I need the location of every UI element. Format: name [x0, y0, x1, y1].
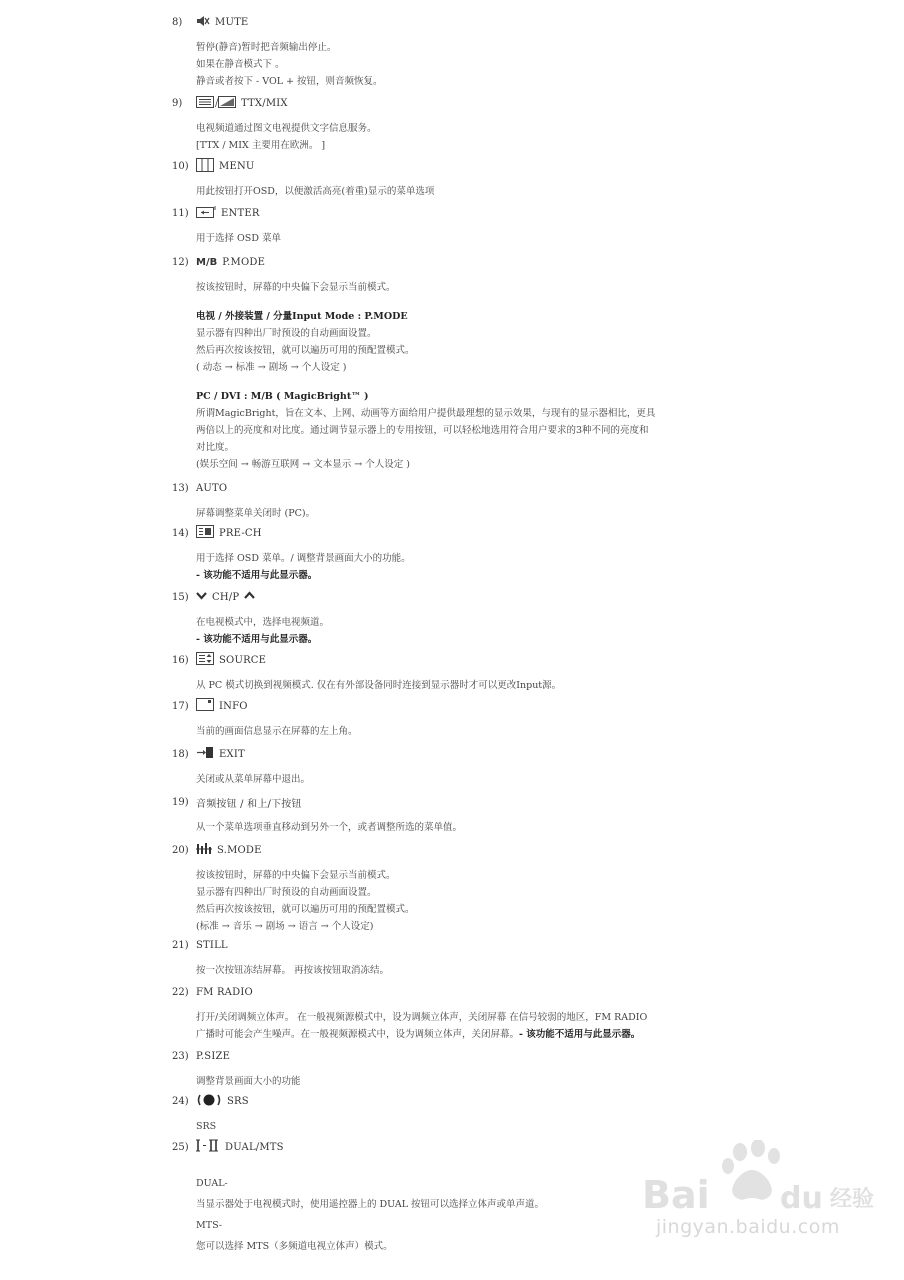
item-number: 11) [172, 207, 189, 219]
item-title: MUTE [215, 16, 249, 28]
watermark-url: jingyan.baidu.com [656, 1216, 840, 1238]
item-number: 19) [172, 796, 189, 808]
item-fm-radio [172, 984, 772, 1043]
item-number: 16) [172, 654, 189, 666]
item-number: 12) [172, 256, 189, 268]
note-line: - 该功能不适用与此显示器。 [519, 1029, 641, 1040]
desc-line: 电视频道通过图文电视提供文字信息服务。 [196, 123, 377, 134]
item-dual-mts [172, 1139, 692, 1257]
item-number: 20) [172, 844, 189, 856]
desc-line: 然后再次按该按钮，就可以遍历可用的预配置模式。 [196, 904, 415, 915]
item-number: 13) [172, 482, 189, 494]
desc-line: 然后再次按该按钮，就可以遍历可用的预配置模式。 [196, 345, 415, 356]
menu-icon [196, 158, 214, 175]
svg-text:Bai: Bai [642, 1173, 710, 1217]
desc-line: 从一个菜单选项垂直移动到另外一个，或者调整所选的菜单值。 [196, 822, 463, 833]
item-description [196, 867, 692, 935]
item-description [196, 1009, 772, 1043]
sound-mode-icon [196, 843, 212, 858]
item-description [196, 505, 692, 522]
item-description [196, 677, 692, 694]
item-title: STILL [196, 939, 228, 951]
desc-line: 对比度。 [196, 442, 235, 453]
desc-line: 在电视模式中，选择电视频道。 [196, 617, 330, 628]
desc-line: 按一次按钮冻结屏幕。 再按该按钮取消冻结。 [196, 965, 390, 976]
item-title: PRE-CH [219, 527, 262, 539]
item-mute [172, 14, 692, 90]
desc-line: 打开/关闭调频立体声。 在一般视频源模式中，设为调频立体声，关闭屏幕 在信号较弱的地区，FM RADIO [196, 1012, 648, 1023]
item-number: 24) [172, 1095, 189, 1107]
svg-text:du: du [780, 1181, 823, 1216]
item-number: 15) [172, 591, 189, 603]
desc-line: 您可以选择 MTS（多频道电视立体声）模式。 [196, 1241, 393, 1252]
item-description [196, 962, 692, 979]
section-heading: PC / DVI : M/B ( MagicBright™ ) [196, 391, 369, 402]
item-description [196, 550, 692, 584]
dual-label: DUAL- [196, 1178, 228, 1189]
exit-icon [196, 746, 214, 762]
mb-icon: M/B [196, 256, 218, 268]
item-description [196, 39, 692, 90]
item-p-mode [172, 254, 692, 473]
pre-ch-icon [196, 525, 214, 541]
desc-line-text: 广播时可能会产生噪声。在一般视频源模式中，设为调频立体声，关闭屏幕。 [196, 1029, 520, 1040]
item-description [196, 1173, 692, 1257]
item-title: P.MODE [222, 256, 266, 268]
desc-line: 屏幕调整菜单关闭时 (PC)。 [196, 508, 316, 519]
mute-speaker-icon [196, 15, 210, 30]
desc-line: ( 动态 → 标准 → 剧场 → 个人设定 ) [196, 362, 347, 373]
item-exit [172, 746, 692, 788]
desc-line: SRS [196, 1121, 217, 1132]
item-pre-ch [172, 525, 692, 584]
item-description [196, 1073, 692, 1090]
item-menu [172, 158, 692, 200]
item-title: DUAL/MTS [225, 1141, 284, 1153]
item-number: 23) [172, 1050, 189, 1062]
desc-line: (标准 → 音乐 → 剧场 → 语言 → 个人设定) [196, 921, 374, 932]
item-number: 25) [172, 1141, 189, 1153]
item-number: 21) [172, 939, 189, 951]
teletext-icon [196, 96, 236, 111]
item-title: S.MODE [217, 844, 262, 856]
desc-line: [TTX / MIX 主要用在欧洲。 ] [196, 140, 326, 151]
item-description [196, 771, 692, 788]
desc-line: 调整背景画面大小的功能 [196, 1076, 301, 1087]
desc-line: 按该按钮时，屏幕的中央偏下会显示当前模式。 [196, 870, 396, 881]
desc-line: 用于选择 OSD 菜单。/ 调整背景画面大小的功能。 [196, 553, 411, 564]
desc-line: 当前的画面信息显示在屏幕的左上角。 [196, 726, 358, 737]
desc-line: 从 PC 模式切换到视频模式. 仅在有外部设备同时连接到显示器时才可以更改Input源。 [196, 680, 562, 691]
item-number: 18) [172, 748, 189, 760]
section-heading: 电视 / 外接装置 / 分量Input Mode : P.MODE [196, 311, 408, 322]
item-title: ENTER [221, 207, 260, 219]
baidu-jingyan-watermark [640, 1140, 880, 1250]
item-srs [172, 1093, 692, 1135]
item-description [196, 819, 692, 836]
item-description [196, 723, 692, 740]
item-description [196, 183, 692, 200]
desc-line: 当显示器处于电视模式时，使用遥控器上的 DUAL 按钮可以选择立体声或单声道。 [196, 1199, 545, 1210]
srs-icon [196, 1093, 222, 1110]
item-audio-updown [172, 794, 692, 836]
desc-line: 两倍以上的亮度和对比度。通过调节显示器上的专用按钮，可以轻松地选用符合用户要求的3种不同的亮度和 [196, 425, 649, 436]
item-s-mode [172, 842, 692, 935]
item-number: 14) [172, 527, 189, 539]
desc-line: 显示器有四种出厂时预设的自动画面设置。 [196, 887, 377, 898]
note-line: - 该功能不适用与此显示器。 [196, 570, 318, 581]
desc-line: 用此按钮打开OSD，以便激活高亮(着重)显示的菜单选项 [196, 186, 435, 197]
chevron-up-icon [244, 591, 255, 603]
item-title: EXIT [219, 748, 245, 760]
desc-line: 按该按钮时，屏幕的中央偏下会显示当前模式。 [196, 282, 396, 293]
item-title: 音频按钮 / 和上/下按钮 [196, 798, 302, 810]
item-title: AUTO [196, 482, 228, 494]
item-p-size [172, 1048, 692, 1090]
enter-icon [196, 206, 216, 221]
item-title: SRS [227, 1095, 249, 1107]
note-line: - 该功能不适用与此显示器。 [196, 634, 318, 645]
mts-label: MTS- [196, 1220, 223, 1231]
item-number: 17) [172, 700, 189, 712]
item-enter [172, 205, 692, 247]
item-ch-p [172, 589, 692, 648]
dual-mts-icon [196, 1139, 220, 1155]
item-ttx-mix [172, 95, 692, 154]
desc-line: 静音或者按下 - VOL + 按钮，则音频恢复。 [196, 76, 383, 87]
item-description [196, 279, 692, 473]
item-title: CH/P [212, 591, 240, 603]
info-icon [196, 698, 214, 714]
item-info [172, 698, 692, 740]
item-description [196, 120, 692, 154]
item-title: SOURCE [219, 654, 267, 666]
svg-text:经验: 经验 [830, 1187, 875, 1212]
item-number: 22) [172, 986, 189, 998]
item-number: 9) [172, 97, 183, 109]
item-title: MENU [219, 160, 255, 172]
item-source [172, 652, 692, 694]
desc-line: 显示器有四种出厂时预设的自动画面设置。 [196, 328, 377, 339]
desc-line [196, 1026, 772, 1043]
source-icon [196, 652, 214, 668]
item-auto [172, 480, 692, 522]
desc-line: 所谓MagicBright，旨在文本、上网、动画等方面给用户提供最理想的显示效果，与现有的显示器相比，更具 [196, 408, 656, 419]
item-description [196, 1118, 692, 1135]
desc-line: 用于选择 OSD 菜单 [196, 233, 281, 244]
item-description [196, 230, 692, 247]
item-title: INFO [219, 700, 248, 712]
svg-text:/: / [215, 97, 219, 108]
chevron-down-icon [196, 591, 207, 603]
desc-line: (娱乐空间 → 畅游互联网 → 文本显示 → 个人设定 ) [196, 459, 410, 470]
desc-line: 暂停(静音)暂时把音频输出停止。 [196, 42, 337, 53]
item-still [172, 937, 692, 979]
item-number: 10) [172, 160, 189, 172]
desc-line: 关闭或从菜单屏幕中退出。 [196, 774, 311, 785]
item-description [196, 614, 692, 648]
item-number: 8) [172, 16, 183, 28]
baidu-paw-logo-icon [640, 1140, 880, 1220]
item-title: TTX/MIX [241, 97, 288, 109]
item-title: FM RADIO [196, 986, 253, 998]
desc-line: 如果在静音模式下 。 [196, 59, 285, 70]
item-title: P.SIZE [196, 1050, 231, 1062]
